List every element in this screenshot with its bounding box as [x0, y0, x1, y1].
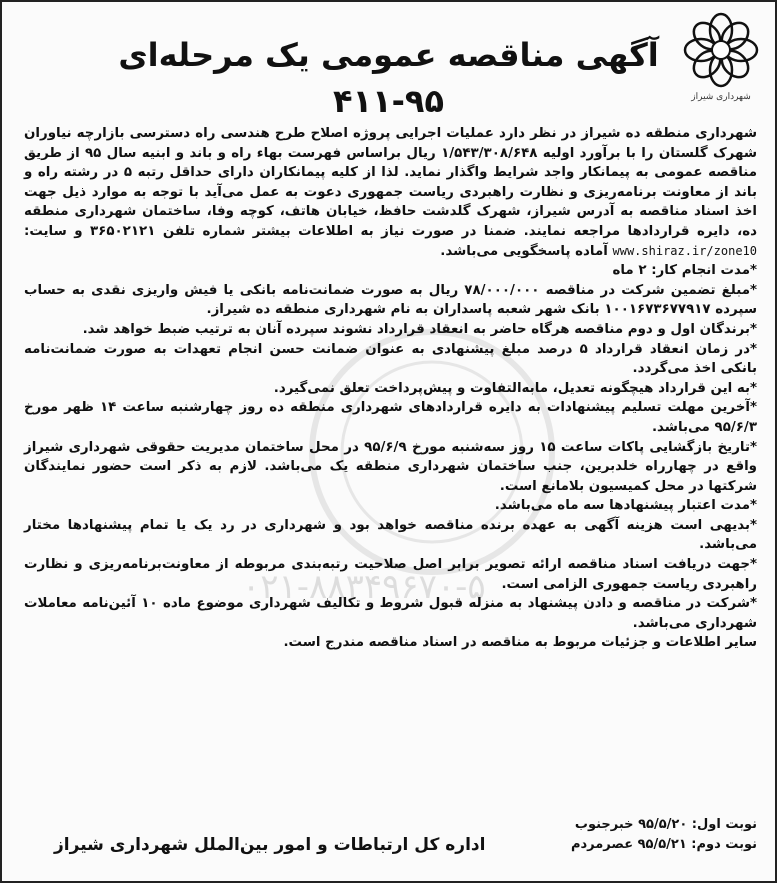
- list-item: *بدیهی است هزینه آگهی به عهده برنده مناقصه خواهد بود و شهرداری در رد یک یا تمام پیشنهادها مختار می‌باشد.: [24, 517, 757, 553]
- notice-number: ۴۱۱-۹۵: [333, 82, 444, 120]
- list-item: سایر اطلاعات و جزئیات مربوط به مناقصه در اسناد مناقصه مندرج است.: [283, 635, 757, 651]
- first-turn: نوبت اول: ۹۵/۵/۲۰ خبرجنوب: [574, 817, 757, 832]
- intro-end-text: آماده پاسخگویی می‌باشد.: [440, 243, 608, 259]
- list-item: *جهت دریافت اسناد مناقصه ارائه تصویر برابر اصل صلاحیت رتبه‌بندی مربوطه از معاونت‌برنامه‌ریزی و نظارت راهبردی ریاست جمهوری الزامی است.: [24, 557, 757, 592]
- logo-caption: شهرداری شیراز: [691, 92, 751, 102]
- issuing-organization: اداره کل ارتباطات و امور بین‌الملل شهرداری شیراز: [54, 835, 486, 855]
- intro-text: شهرداری منطقه ده شیراز در نظر دارد عملیات اجرایی پروژه اصلاح طرح هندسی راه دسترسی بازارچه نیاوران شهرک گلستان را با برآورد اولیه ۱/۵۴۳/۳۰۸/۶۴۸ ریال براساس فهرست بهاء راه و باند و ابنیه سال ۹۵ از طریق مناقصه عمومی به پیمانکار واجد شرایط واگذار نماید. لذا از کلیه پیمانکاران دارای حداقل رتبه ۵ در رشته راه و باند از معاونت برنامه‌ریزی و نظارت راهبردی ریاست جمهوری دعوت به عمل می‌آید با توجه به موارد ذیل جهت اخذ اسناد مناقصه به آدرس شیراز، شهرک گلدشت حافظ، خیابان هاتف، کوچه وفا، ساختمان شهرداری منطقه ده، دایره قراردادها مراجعه نمایند. ضمنا در صورت نیاز به اطلاعات بیشتر شماره تلفن ۳۶۵۰۲۱۲۱ و سایت:: [24, 126, 757, 239]
- second-turn: نوبت دوم: ۹۵/۵/۲۱ عصرمردم: [570, 837, 757, 852]
- list-item: *برندگان اول و دوم مناقصه هرگاه حاضر به انعقاد قرارداد نشوند سپرده آنان به ترتیب ضبط خواهد شد.: [82, 321, 757, 337]
- list-item: *شرکت در مناقصه و دادن پیشنهاد به منزله قبول شروط و تکالیف شهرداری موضوع ماده ۱۰ آئین‌نامه معاملات شهرداری می‌باشد.: [24, 596, 757, 631]
- list-item: *مدت انجام کار: ۲ ماه: [612, 263, 757, 279]
- flower-emblem-icon: [681, 10, 761, 90]
- intro-paragraph: [24, 124, 757, 261]
- list-item: *مبلغ تضمین شرکت در مناقصه ۷۸/۰۰۰/۰۰۰ ریال به صورت ضمانت‌نامه بانکی یا فیش واریزی نقدی به حساب سپرده ۱۰۰۱۶۷۳۶۷۷۹۱۷ بانک شهر شعبه پاسداران به نام شهرداری منطقه ده شیراز.: [24, 282, 757, 318]
- watermark-phone: ۰۲۱-۸۸۳۴۹۶۷۰-۵: [242, 567, 486, 607]
- list-item: *مدت اعتبار پیشنهادها سه ماه می‌باشد.: [494, 498, 757, 514]
- list-item: *به این قرارداد هیچگونه تعدیل، مابه‌التفاوت و پیش‌پرداخت تعلق نمی‌گیرد.: [273, 380, 757, 396]
- publication-dates: [571, 815, 757, 855]
- notice-body: [24, 124, 757, 833]
- website-link[interactable]: www.shiraz.ir/zone10: [612, 243, 757, 258]
- notice-title: آگهی مناقصه عمومی یک مرحله‌ای: [118, 36, 659, 74]
- notice-footer: [24, 815, 757, 873]
- shiraz-municipality-logo: [673, 10, 769, 114]
- list-item: *در زمان انعقاد قرارداد ۵ درصد مبلغ پیشنهادی به عنوان ضمانت حسن انجام تعهدات به صورت ضمانت‌نامه بانکی اخذ می‌گردد.: [24, 341, 757, 377]
- list-item: *آخرین مهلت تسلیم پیشنهادات به دایره قراردادهای شهرداری منطقه ده روز چهارشنبه ساعت ۱۴ ظهر مورخ ۹۵/۶/۳ می‌باشد.: [24, 400, 757, 435]
- list-item: *تاریخ بازگشایی پاکات ساعت ۱۵ روز سه‌شنبه مورخ ۹۵/۶/۹ در محل ساختمان مدیریت حقوقی شهرداری شیراز واقع در چهارراه خلدبرین، جنب ساختمان شهرداری منطقه یک می‌باشد. لازم به ذکر است حضور نمایندگان شرکتها در محل کمیسیون بلامانع است.: [24, 439, 757, 494]
